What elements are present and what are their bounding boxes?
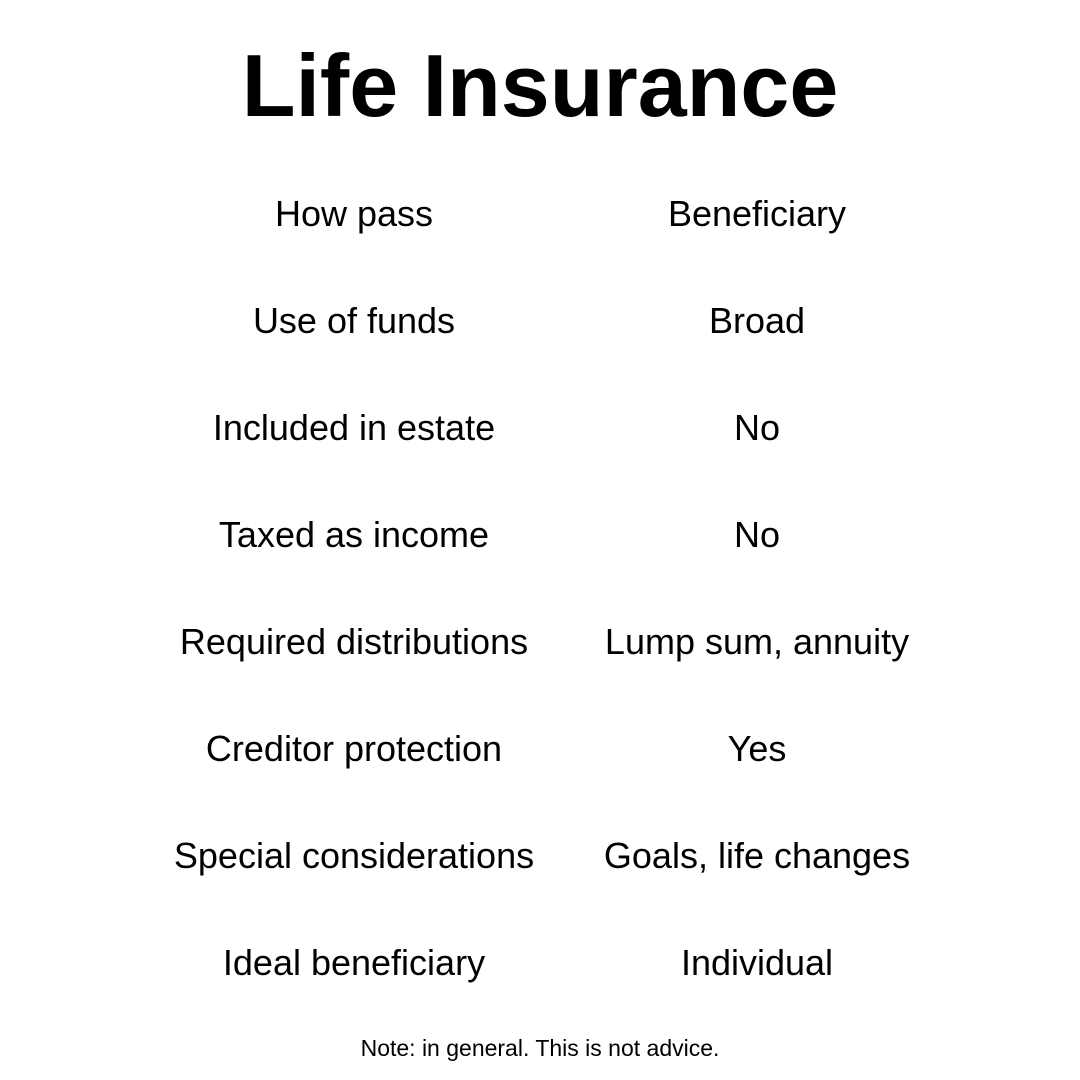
disclaimer-note: Note: in general. This is not advice. <box>360 1035 720 1061</box>
table-row <box>0 588 1080 695</box>
row-label: Taxed as income <box>218 514 490 555</box>
row-value: Lump sum, annuity <box>604 621 910 662</box>
row-value: Beneficiary <box>667 193 847 234</box>
row-value: No <box>733 407 781 448</box>
row-value: Broad <box>708 300 806 341</box>
row-label: Use of funds <box>252 300 456 341</box>
row-value: No <box>733 514 781 555</box>
table-row <box>0 481 1080 588</box>
row-value: Goals, life changes <box>603 835 911 876</box>
row-label: Creditor protection <box>205 728 503 769</box>
table-row <box>0 909 1080 1016</box>
row-label: How pass <box>274 193 434 234</box>
table-row <box>0 160 1080 267</box>
row-value: Individual <box>680 942 834 983</box>
page-title: Life Insurance <box>241 36 839 135</box>
table-row <box>0 695 1080 802</box>
table-row <box>0 374 1080 481</box>
row-label: Ideal beneficiary <box>222 942 486 983</box>
row-label: Special considerations <box>173 835 535 876</box>
table-row <box>0 267 1080 374</box>
row-value: Yes <box>727 728 787 769</box>
row-label: Included in estate <box>212 407 496 448</box>
table-row <box>0 802 1080 909</box>
row-label: Required distributions <box>179 621 529 662</box>
